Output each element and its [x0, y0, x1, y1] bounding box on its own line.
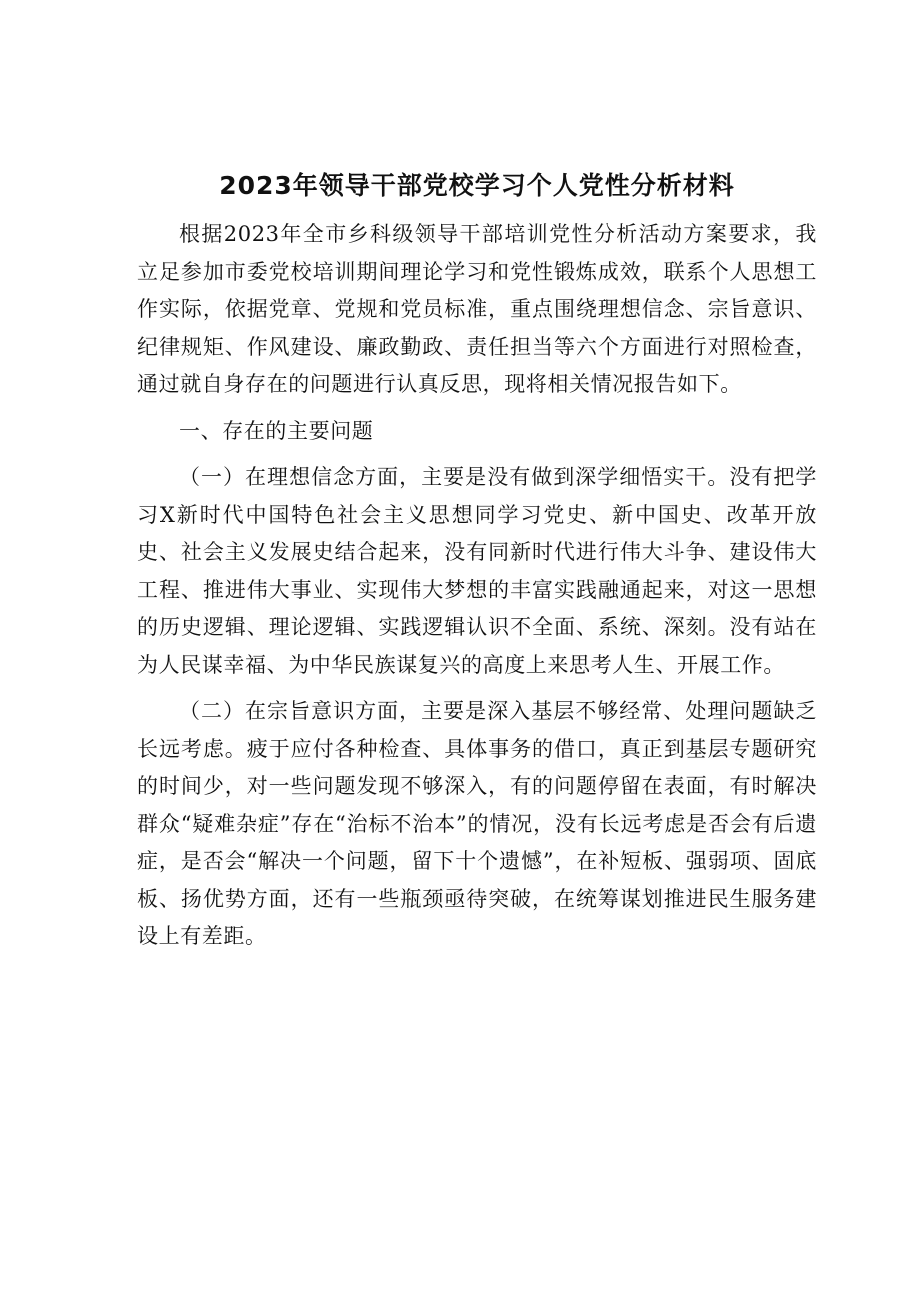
document-title: 2023年领导干部党校学习个人党性分析材料 — [219, 171, 735, 200]
paragraph-purpose-awareness: （二）在宗旨意识方面，主要是深入基层不够经常、处理问题缺乏长远考虑。疲于应付各种检查、具体事务的借口，真正到基层专题研究的时间少，对一些问题发现不够深入，有的问题停留在表面，有时解决群众“疑难杂症”存在“治标不治本”的情况，没有长远考虑是否会有后遗症，是否会“解决一个问题，留下十个遗憾”，在补短板、强弱项、固底板、扬优势方面，还有一些瓶颈亟待突破，在统筹谋划推进民生服务建设上有差距。 — [137, 699, 817, 948]
section-heading-main-problems: 一、存在的主要问题 — [179, 418, 374, 443]
document-body — [137, 168, 817, 965]
intro-paragraph: 根据2023年全市乡科级领导干部培训党性分析活动方案要求，我立足参加市委党校培训期间理论学习和党性锻炼成效，联系个人思想工作实际，依据党章、党规和党员标准，重点围绕理想信念、宗旨意识、纪律规矩、作风建设、廉政勤政、责任担当等六个方面进行对照检查，通过就自身存在的问题进行认真反思，现将相关情况报告如下。 — [137, 222, 817, 396]
paragraph-ideals-beliefs: （一）在理想信念方面，主要是没有做到深学细悟实干。没有把学习X新时代中国特色社会主义思想同学习党史、新中国史、改革开放史、社会主义发展史结合起来，没有同新时代进行伟大斗争、建设伟大工程、推进伟大事业、实现伟大梦想的丰富实践融通起来，对这一思想的历史逻辑、理论逻辑、实践逻辑认识不全面、系统、深刻。没有站在为人民谋幸福、为中华民族谋复兴的高度上来思考人生、开展工作。 — [137, 465, 817, 677]
